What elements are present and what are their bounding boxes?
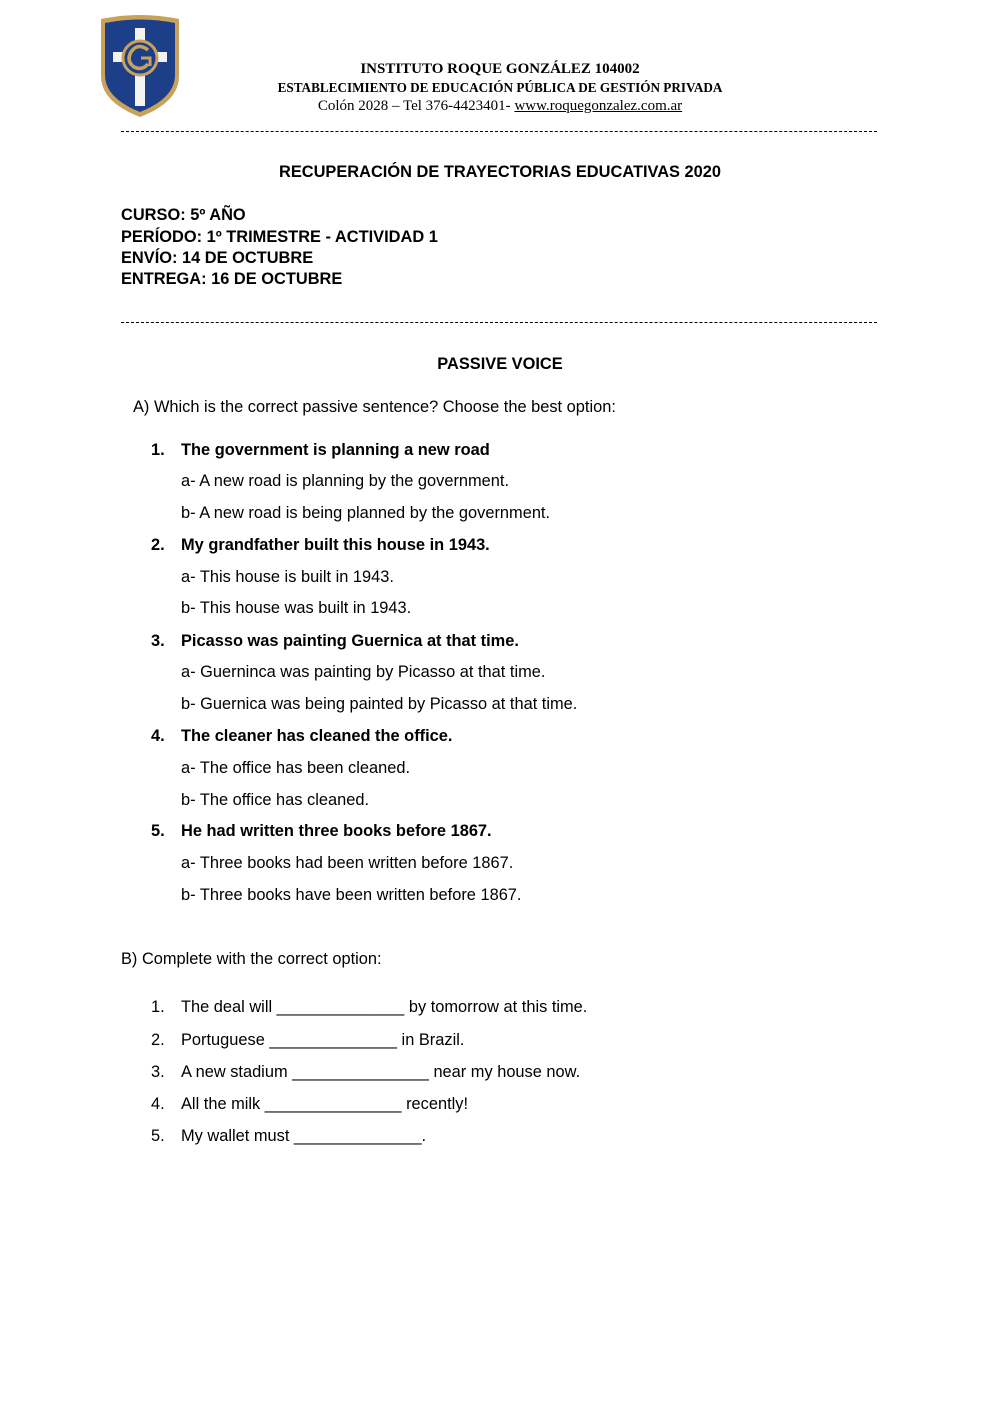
meta-envio: ENVÍO: 14 DE OCTUBRE bbox=[121, 249, 314, 267]
question-number: 5. bbox=[151, 822, 165, 840]
fill-in-sentence[interactable]: A new stadium _______________ near my house now. bbox=[181, 1063, 581, 1081]
item-number: 5. bbox=[151, 1127, 165, 1145]
meta-entrega: ENTREGA: 16 DE OCTUBRE bbox=[121, 270, 343, 288]
fill-in-sentence[interactable]: My wallet must ______________. bbox=[181, 1127, 427, 1145]
dashed-divider-top bbox=[121, 131, 877, 132]
option-a[interactable]: a- The office has been cleaned. bbox=[181, 759, 411, 777]
document-title: RECUPERACIÓN DE TRAYECTORIAS EDUCATIVAS 2020 bbox=[278, 163, 722, 181]
option-b[interactable]: b- The office has cleaned. bbox=[181, 791, 370, 809]
website-link[interactable]: www.roquegonzalez.com.ar bbox=[514, 98, 683, 114]
fill-in-sentence[interactable]: Portuguese ______________ in Brazil. bbox=[181, 1031, 465, 1049]
question-number: 2. bbox=[151, 536, 165, 554]
question-sentence: The government is planning a new road bbox=[181, 441, 490, 459]
topic-title: PASSIVE VOICE bbox=[437, 355, 563, 373]
establishment-type: ESTABLECIMIENTO DE EDUCACIÓN PÚBLICA DE GESTIÓN PRIVADA bbox=[277, 80, 723, 95]
meta-periodo: PERÍODO: 1º TRIMESTRE - ACTIVIDAD 1 bbox=[121, 228, 438, 246]
item-number: 1. bbox=[151, 998, 165, 1016]
option-a[interactable]: a- This house is built in 1943. bbox=[181, 568, 394, 586]
meta-curso: CURSO: 5º AÑO bbox=[121, 206, 246, 224]
item-number: 2. bbox=[151, 1031, 165, 1049]
option-b[interactable]: b- A new road is being planned by the government. bbox=[181, 504, 551, 522]
question-sentence: He had written three books before 1867. bbox=[181, 822, 492, 840]
option-b[interactable]: b- Guernica was being painted by Picasso at that time. bbox=[181, 695, 578, 713]
section-a-instruction: A) Which is the correct passive sentence? Choose the best option: bbox=[133, 398, 616, 416]
question-number: 1. bbox=[151, 441, 165, 459]
option-a[interactable]: a- Three books had been written before 1867. bbox=[181, 854, 514, 872]
question-sentence: The cleaner has cleaned the office. bbox=[181, 727, 453, 745]
option-a[interactable]: a- Guerninca was painting by Picasso at that time. bbox=[181, 663, 546, 681]
option-a[interactable]: a- A new road is planning by the government. bbox=[181, 472, 510, 490]
institution-name: INSTITUTO ROQUE GONZÁLEZ 104002 bbox=[360, 61, 640, 77]
option-b[interactable]: b- Three books have been written before 1867. bbox=[181, 886, 522, 904]
fill-in-sentence[interactable]: The deal will ______________ by tomorrow at this time. bbox=[181, 998, 588, 1016]
question-number: 4. bbox=[151, 727, 165, 745]
item-number: 3. bbox=[151, 1063, 165, 1081]
option-b[interactable]: b- This house was built in 1943. bbox=[181, 599, 412, 617]
question-sentence: Picasso was painting Guernica at that time. bbox=[181, 632, 519, 650]
dashed-divider-bottom bbox=[121, 322, 877, 323]
question-sentence: My grandfather built this house in 1943. bbox=[181, 536, 490, 554]
contact-line bbox=[160, 98, 840, 115]
section-b-instruction: B) Complete with the correct option: bbox=[121, 950, 382, 968]
fill-in-sentence[interactable]: All the milk _______________ recently! bbox=[181, 1095, 469, 1113]
question-number: 3. bbox=[151, 632, 165, 650]
address-phone: Colón 2028 – Tel 376-4423401- bbox=[317, 98, 515, 114]
item-number: 4. bbox=[151, 1095, 165, 1113]
